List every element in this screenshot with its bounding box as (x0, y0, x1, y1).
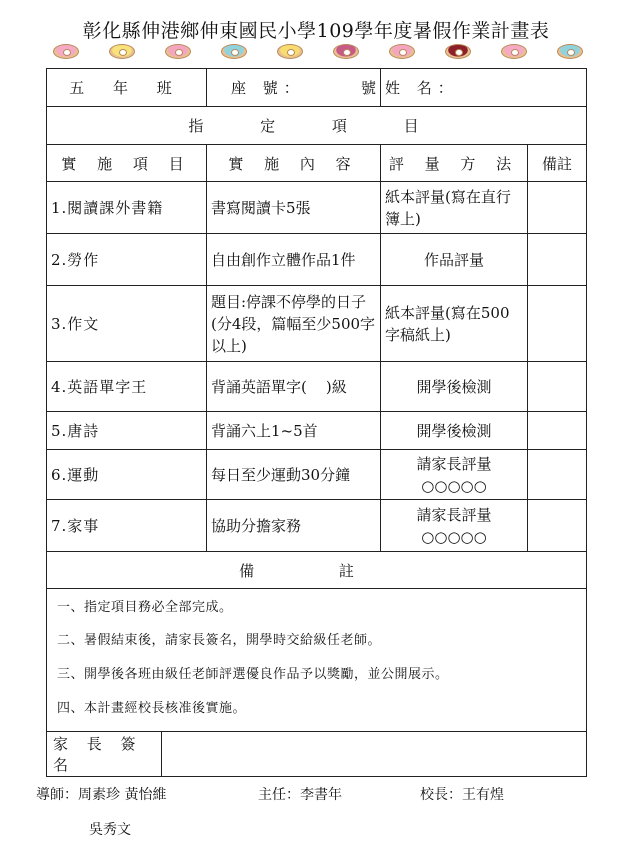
row-remark (528, 412, 587, 450)
donut-icon (165, 44, 191, 59)
row-item: 2.勞作 (47, 234, 207, 286)
table-row (47, 182, 587, 234)
signature-cell (47, 732, 587, 777)
row-content: 協助分擔家務 (207, 500, 381, 552)
row-method: 作品評量 (381, 234, 528, 286)
section-title-row (47, 107, 587, 145)
donut-decoration-row (38, 44, 598, 64)
name-label: 姓 名： (381, 69, 587, 107)
signature-row (47, 732, 587, 777)
row-remark (528, 500, 587, 552)
row-content: 題目:停課不停學的日子(分4段，篇幅至少500字以上) (207, 286, 381, 362)
row-item: 1.閱讀課外書籍 (47, 182, 207, 234)
column-content: 實 施 內 容 (207, 145, 381, 182)
note-line-2: 二、暑假結束後，請家長簽名，開學時交給級任老師。 (57, 633, 382, 648)
row-remark (528, 362, 587, 412)
table-row (47, 234, 587, 286)
row-item: 3.作文 (47, 286, 207, 362)
row-method: 紙本評量(寫在直行簿上) (381, 182, 528, 234)
row-content: 書寫閱讀卡5張 (207, 182, 381, 234)
row-item: 7.家事 (47, 500, 207, 552)
notes-title: 備 註 (47, 552, 587, 589)
donut-icon (445, 44, 471, 59)
row-item: 6.運動 (47, 450, 207, 500)
column-item: 實 施 項 目 (47, 145, 207, 182)
donut-icon (53, 44, 79, 59)
note-line-1: 一、指定項目務必全部完成。 (57, 600, 233, 615)
row-remark (528, 234, 587, 286)
row-remark (528, 286, 587, 362)
row-remark (528, 182, 587, 234)
notes-cell (47, 589, 587, 732)
mentor-line: 導師：周素珍 黃怡維 (36, 787, 167, 803)
seat-suffix: 號 (360, 79, 376, 97)
donut-icon (109, 44, 135, 59)
document-title: 彰化縣伸港鄉伸東國民小學109學年度暑假作業計畫表 (82, 20, 550, 42)
donut-icon (501, 44, 527, 59)
row-content: 背誦英語單字( )級 (207, 362, 381, 412)
mentor-line-2: 吳秀文 (89, 822, 131, 838)
director-line: 主任：李書年 (258, 787, 342, 803)
row-method: 請家長評量○○○○○ (381, 500, 528, 552)
table-row (47, 500, 587, 552)
donut-icon (333, 44, 359, 59)
table-row (47, 450, 587, 500)
donut-icon (221, 44, 247, 59)
notes-row (47, 589, 587, 732)
column-header-row (47, 145, 587, 182)
donut-icon (277, 44, 303, 59)
row-method: 紙本評量(寫在500字稿紙上) (381, 286, 528, 362)
row-method: 請家長評量○○○○○ (381, 450, 528, 500)
row-method: 開學後檢測 (381, 362, 528, 412)
table-row (47, 286, 587, 362)
row-item: 5.唐詩 (47, 412, 207, 450)
notes-title-row (47, 552, 587, 589)
student-info-row (47, 69, 587, 107)
table-row (47, 362, 587, 412)
signature-label: 家 長 簽 名 (47, 732, 162, 776)
row-content: 每日至少運動30分鐘 (207, 450, 381, 500)
note-line-4: 四、本計畫經校長核准後實施。 (57, 701, 247, 716)
row-method: 開學後檢測 (381, 412, 528, 450)
row-item: 4.英語單字王 (47, 362, 207, 412)
row-remark (528, 450, 587, 500)
row-content: 背誦六上1~5首 (207, 412, 381, 450)
principal-line: 校長：王有煌 (420, 787, 504, 803)
donut-icon (557, 44, 583, 59)
plan-table (46, 68, 587, 777)
class-label: 五 年 班 (47, 69, 207, 107)
note-line-3: 三、開學後各班由級任老師評選優良作品予以獎勵，並公開展示。 (57, 667, 449, 682)
seat-cell (207, 69, 381, 107)
seat-label: 座 號： (231, 79, 305, 97)
section-title: 指 定 項 目 (47, 107, 587, 145)
row-content: 自由創作立體作品1件 (207, 234, 381, 286)
signature-field[interactable] (162, 732, 586, 776)
column-remark: 備註 (528, 145, 587, 182)
table-row (47, 412, 587, 450)
column-method: 評 量 方 法 (381, 145, 528, 182)
donut-icon (389, 44, 415, 59)
